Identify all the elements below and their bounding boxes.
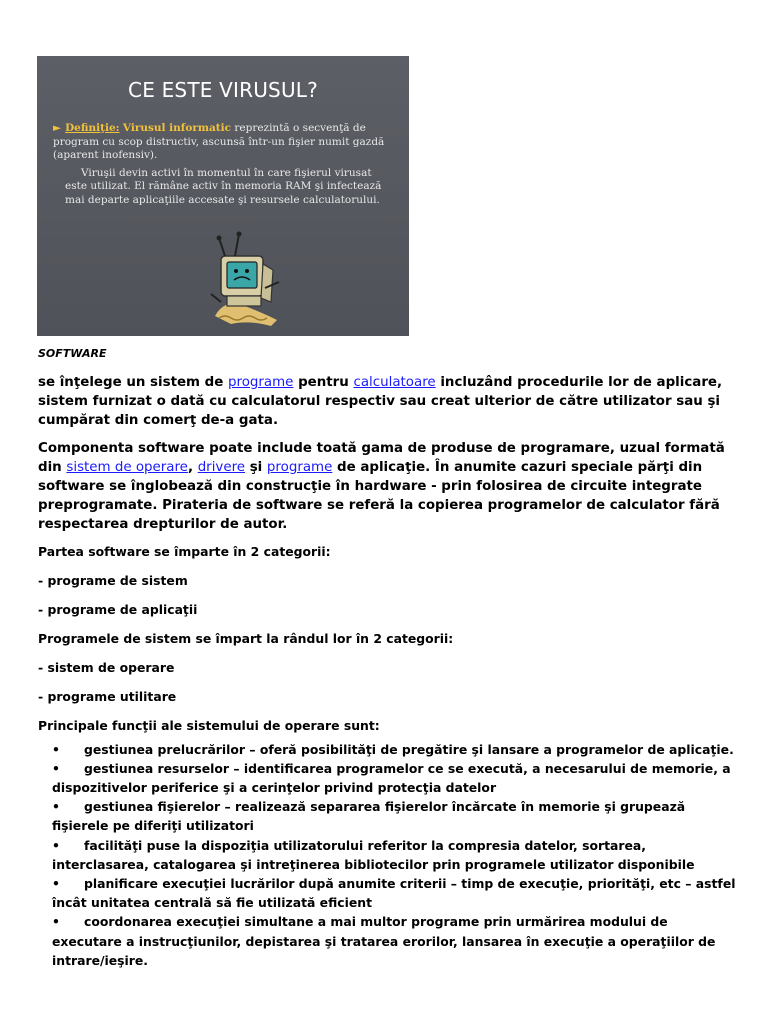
bullet-icon: • <box>52 741 60 757</box>
bullet-icon: • <box>52 914 60 930</box>
text-fragment: de aplicaţie. În anumite cazuri speciale părţi din software se înglobează din construcţie în hardware - prin folosirea de circuite integrate preprogramate. Pirateria de software se referă la copierea programelor de calculator fără respectarea drepturilor de autor. <box>38 459 720 533</box>
text-fragment: pentru <box>293 375 354 390</box>
text-line: Programele de sistem se împart la rândul lor în 2 categorii: <box>38 630 454 646</box>
slide-paragraph: Viruşii devin activi în momentul în care fişierul virusat este utilizat. El rămâne activ în memoria RAM şi infectează mai departe aplicaţiile accesate şi resursele calculatorului. <box>65 166 382 206</box>
list-item-text: planificare execuţiei lucrărilor după anumite criterii – timp de execuţie, priorităţi, etc – astfel încât unitatea centrală să fie utilizată eficient <box>52 876 736 911</box>
virus-term: Virusul informatic <box>122 122 232 134</box>
slide-definition <box>53 122 395 163</box>
definition-text: reprezintă o secvenţă de program cu scop distructiv, ascunsă într-un fişier numit gazdă (aparent inofensiv). <box>53 122 385 161</box>
list-item <box>38 912 738 970</box>
link-programe[interactable]: programe <box>228 375 294 390</box>
list-item-text: gestiunea resurselor – identificarea programelor ce se execută, a necesarului de memorie, a dispozitivelor periferice şi a cerinţelor privind protecţia datelor <box>52 760 731 796</box>
functions-list <box>38 740 738 970</box>
link-drivere[interactable]: drivere <box>197 459 246 475</box>
bullet-icon: • <box>52 837 60 853</box>
list-item-text: facilităţi puse la dispoziţia utilizatorului referitor la compresia datelor, sortarea, interclasarea, catalogarea şi intreţinerea bibliotecilor prin programele utilizator disponibile <box>52 837 695 872</box>
slide-title: CE ESTE VIRUSUL? <box>128 78 318 102</box>
list-item <box>38 874 738 912</box>
list-item-text: coordonarea execuţiei simultane a mai multor programe prin urmărirea modului de executare a instrucţiunilor, depistarea şi tratarea erorilor, lansarea în execuţie a operaţiilor de intrare/ieşire. <box>52 914 716 968</box>
list-item-text: gestiunea fişierelor – realizează separarea fişierelor încărcate în memorie şi grupează fişierele pe diferiţi utilizatori <box>52 799 686 834</box>
list-item <box>38 740 738 759</box>
link-programe-2[interactable]: programe <box>266 459 333 475</box>
text-fragment: incluzând procedurile lor de aplicare, sistem furnizat o dată cu calculatorul respectiv sau creat ulterior de către utilizator sau şi cumpărat din comerţ de-a gata. <box>38 375 723 429</box>
list-item-text: gestiunea prelucrărilor – oferă posibilităţi de pregătire şi lansare a programelor de aplicaţie. <box>84 741 734 757</box>
list-item <box>38 797 738 835</box>
text-line: - programe utilitare <box>38 688 177 704</box>
bullet-icon: • <box>52 799 60 815</box>
computer-clipart-icon <box>205 228 285 328</box>
document-content <box>38 348 738 970</box>
text-line: - programe de aplicaţii <box>38 601 198 617</box>
paragraph-component <box>38 439 738 535</box>
link-calculatoare[interactable]: calculatoare <box>353 375 436 390</box>
slide-image <box>37 56 409 336</box>
text-line: - sistem de operare <box>38 659 175 675</box>
text-line: Partea software se împarte în 2 categorii: <box>38 543 331 559</box>
list-item <box>38 759 738 797</box>
text-fragment: şi <box>245 459 267 475</box>
link-sistem-de-operare[interactable]: sistem de operare <box>66 459 188 475</box>
text-fragment: Componenta software poate include toată gama de produse de programare, uzual formată din <box>38 440 725 475</box>
slide-body <box>53 122 395 211</box>
text-fragment: se înţelege un sistem de <box>38 375 229 390</box>
paragraph-definition <box>38 373 738 431</box>
arrow-icon: ► <box>53 122 62 134</box>
bullet-icon: • <box>52 876 60 892</box>
definition-label: Definiţie: <box>65 122 120 134</box>
section-title: SOFTWARE <box>38 347 107 360</box>
bullet-icon: • <box>52 760 60 776</box>
text-line: Principale funcţii ale sistemului de operare sunt: <box>38 717 380 733</box>
text-fragment: , <box>187 459 198 475</box>
text-line: - programe de sistem <box>38 572 188 588</box>
list-item <box>38 836 738 874</box>
